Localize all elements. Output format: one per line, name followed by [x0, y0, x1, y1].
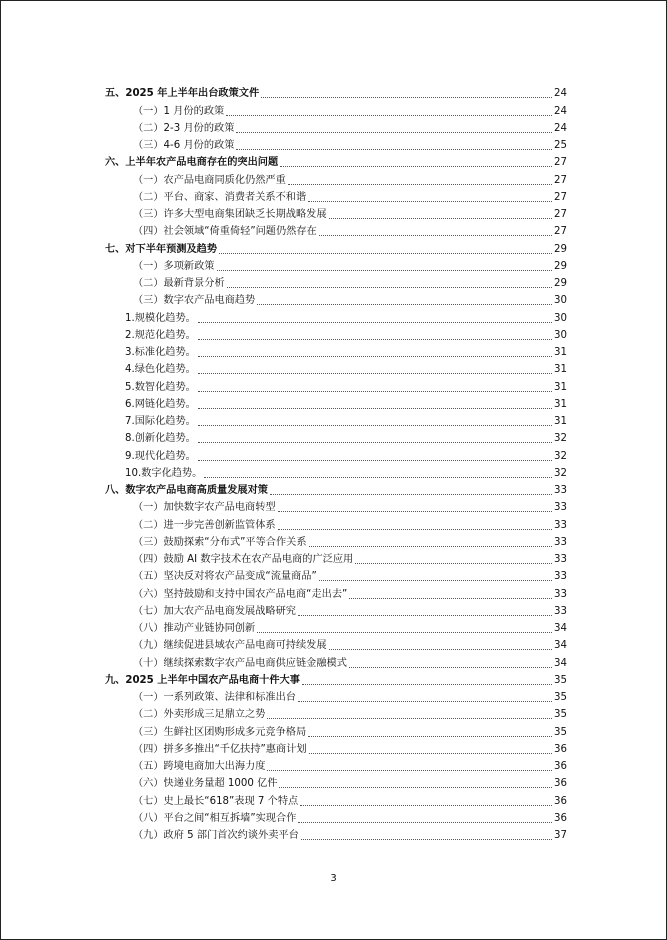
toc-page-number: 31	[554, 398, 567, 410]
toc-entry-title: 5.数智化趋势。	[125, 381, 196, 393]
toc-section-heading[interactable]	[105, 480, 567, 497]
toc-entry-title: （三）4-6 月份的政策	[133, 140, 235, 151]
toc-subsection-entry[interactable]	[105, 135, 567, 152]
dot-leader	[298, 615, 552, 616]
toc-subsection-entry[interactable]	[105, 549, 567, 566]
toc-page-number: 25	[554, 140, 567, 151]
toc-subsection-entry[interactable]	[105, 825, 567, 842]
toc-page-number: 37	[554, 830, 567, 841]
toc-page-number: 35	[554, 726, 567, 738]
toc-page-number: 30	[554, 295, 567, 307]
dot-leader	[198, 425, 552, 426]
toc-item-entry[interactable]	[105, 445, 567, 462]
dot-leader	[204, 477, 552, 478]
toc-item-entry[interactable]	[105, 325, 567, 342]
dot-leader	[198, 460, 552, 461]
toc-entry-title: 2.规范化趋势。	[125, 329, 196, 341]
toc-subsection-entry[interactable]	[105, 618, 567, 635]
toc-entry-title: （三）鼓励探索“分布式”平等合作关系	[133, 536, 307, 548]
toc-entry-title: （五）跨境电商加大出海力度	[133, 761, 266, 772]
dot-leader	[288, 184, 552, 185]
dot-leader	[236, 132, 552, 133]
toc-item-entry[interactable]	[105, 307, 567, 324]
toc-subsection-entry[interactable]	[105, 187, 567, 204]
toc-entry-title: （四）拼多多推出“千亿扶持”惠商计划	[133, 743, 307, 755]
dot-leader	[198, 356, 552, 357]
toc-page-number: 32	[554, 467, 567, 479]
toc-page-number: 27	[554, 209, 567, 220]
toc-subsection-entry[interactable]	[105, 704, 567, 721]
toc-section-heading[interactable]	[105, 152, 567, 169]
toc-section-heading[interactable]	[105, 83, 567, 100]
toc-subsection-entry[interactable]	[105, 118, 567, 135]
toc-page-number: 24	[554, 88, 567, 100]
toc-subsection-entry[interactable]	[105, 100, 567, 117]
dot-leader	[308, 201, 552, 202]
toc-page-number: 33	[554, 571, 567, 583]
toc-entry-title: 7.国际化趋势。	[125, 416, 196, 427]
toc-entry-title: 六、上半年农产品电商存在的突出问题	[105, 157, 279, 169]
toc-item-entry[interactable]	[105, 428, 567, 445]
toc-entry-title: （三）数字农产品电商趋势	[133, 295, 256, 307]
dot-leader	[257, 304, 552, 305]
toc-subsection-entry[interactable]	[105, 635, 567, 652]
toc-page-number: 27	[554, 157, 567, 169]
toc-page-number: 33	[554, 554, 567, 565]
toc-entry-title: （一）农产品电商同质化仍然严重	[133, 174, 286, 186]
toc-subsection-entry[interactable]	[105, 497, 567, 514]
toc-page-number: 24	[554, 122, 567, 134]
toc-entry-title: 4.绿色化趋势。	[125, 364, 196, 376]
toc-entry-title: （一）1 月份的政策	[133, 105, 225, 117]
dot-leader	[319, 235, 552, 236]
toc-entry-title: （二）平台、商家、消费者关系不和谐	[133, 191, 307, 203]
toc-page-number: 27	[554, 191, 567, 203]
toc-subsection-entry[interactable]	[105, 773, 567, 790]
toc-entry-title: （一）多项新政策	[133, 260, 215, 272]
toc-entry-title: 八、数字农产品电商高质量发展对策	[105, 485, 268, 496]
toc-subsection-entry[interactable]	[105, 808, 567, 825]
dot-leader	[261, 97, 552, 98]
toc-item-entry[interactable]	[105, 342, 567, 359]
dot-leader	[198, 373, 552, 374]
toc-section-heading[interactable]	[105, 238, 567, 255]
toc-item-entry[interactable]	[105, 463, 567, 480]
toc-page-number: 30	[554, 329, 567, 341]
toc-page-number: 29	[554, 260, 567, 272]
dot-leader	[227, 287, 552, 288]
toc-page-number: 36	[554, 795, 567, 807]
toc-page-number: 33	[554, 536, 567, 548]
toc-subsection-entry[interactable]	[105, 790, 567, 807]
toc-entry-title: （七）加大农产品电商发展战略研究	[133, 605, 296, 617]
toc-subsection-entry[interactable]	[105, 169, 567, 186]
toc-subsection-entry[interactable]	[105, 204, 567, 221]
toc-page-number: 33	[554, 605, 567, 617]
toc-entry-title: 6.网链化趋势。	[125, 398, 196, 410]
toc-subsection-entry[interactable]	[105, 583, 567, 600]
toc-entry-title: 1.规模化趋势。	[125, 312, 196, 324]
toc-page-number: 36	[554, 743, 567, 755]
toc-page-number: 36	[554, 812, 567, 824]
toc-page-number: 34	[554, 657, 567, 669]
toc-page-number: 36	[554, 761, 567, 772]
dot-leader	[198, 442, 552, 443]
toc-subsection-entry[interactable]	[105, 739, 567, 756]
toc-entry-title: （二）外卖形成三足鼎立之势	[133, 709, 266, 721]
toc-page-number: 27	[554, 226, 567, 238]
toc-subsection-entry[interactable]	[105, 532, 567, 549]
toc-entry-title: （七）史上最长“618”表现 7 个特点	[133, 795, 299, 807]
dot-leader	[198, 322, 552, 323]
dot-leader	[270, 494, 552, 495]
dot-leader	[279, 787, 552, 788]
toc-item-entry[interactable]	[105, 394, 567, 411]
toc-entry-title: 9.现代化趋势。	[125, 450, 196, 462]
toc-entry-title: （二）2-3 月份的政策	[133, 122, 235, 134]
dot-leader	[349, 667, 552, 668]
toc-page-number: 27	[554, 174, 567, 186]
toc-entry-title: 10.数字化趋势。	[125, 467, 203, 479]
toc-entry-title: （六）坚持鼓励和支持中国农产品电商“走出去”	[133, 588, 348, 600]
toc-page-number: 36	[554, 778, 567, 790]
dot-leader	[198, 408, 552, 409]
toc-entry-title: （八）平台之间“相互拆墙”实现合作	[133, 812, 297, 824]
dot-leader	[308, 736, 552, 737]
dot-leader	[267, 718, 552, 719]
dot-leader	[355, 563, 552, 564]
toc-page-number: 33	[554, 502, 567, 514]
toc-entry-title: （十）继续探索数字农产品电商供应链金融模式	[133, 657, 347, 669]
toc-subsection-entry[interactable]	[105, 601, 567, 618]
dot-leader	[267, 770, 552, 771]
dot-leader	[219, 253, 552, 254]
toc-section-heading[interactable]	[105, 670, 567, 687]
page-number: 3	[330, 873, 337, 884]
toc-entry-title: 五、2025 年上半年出台政策文件	[105, 88, 260, 100]
toc-subsection-entry[interactable]	[105, 514, 567, 531]
dot-leader	[198, 391, 552, 392]
toc-item-entry[interactable]	[105, 411, 567, 428]
toc-subsection-entry[interactable]	[105, 566, 567, 583]
dot-leader	[319, 580, 552, 581]
dot-leader	[278, 529, 552, 530]
toc-subsection-entry[interactable]	[105, 652, 567, 669]
toc-subsection-entry[interactable]	[105, 221, 567, 238]
toc-entry-title: （六）快递业务量超 1000 亿件	[133, 778, 278, 790]
toc-page-number: 29	[554, 278, 567, 289]
toc-entry-title: （九）继续促进县域农产品电商可持续发展	[133, 640, 327, 652]
toc-page-number: 35	[554, 692, 567, 703]
toc-subsection-entry[interactable]	[105, 256, 567, 273]
toc-entry-title: （二）进一步完善创新监管体系	[133, 519, 276, 531]
dot-leader	[280, 166, 552, 167]
toc-page-number: 31	[554, 347, 567, 358]
toc-page-number: 32	[554, 433, 567, 445]
toc-entry-title: （八）推动产业链协同创新	[133, 623, 256, 634]
toc-page-number: 33	[554, 519, 567, 531]
dot-leader	[309, 753, 552, 754]
dot-leader	[329, 218, 552, 219]
toc-entry-title: （五）坚决反对将农产品变成“流量商品”	[133, 571, 317, 583]
toc-entry-title: （一）一系列政策、法律和标准出台	[133, 692, 296, 703]
toc-entry-title: （一）加快数字农产品电商转型	[133, 502, 276, 514]
table-of-contents	[105, 83, 567, 842]
toc-item-entry[interactable]	[105, 359, 567, 376]
toc-entry-title: （三）许多大型电商集团缺乏长期战略发展	[133, 209, 327, 220]
toc-page-number: 31	[554, 416, 567, 427]
dot-leader	[309, 546, 552, 547]
dot-leader	[257, 632, 552, 633]
dot-leader	[349, 598, 552, 599]
toc-subsection-entry[interactable]	[105, 290, 567, 307]
toc-page-number: 35	[554, 674, 567, 686]
toc-page-number: 30	[554, 312, 567, 324]
toc-subsection-entry[interactable]	[105, 687, 567, 704]
dot-leader	[226, 115, 552, 116]
toc-page-number: 34	[554, 640, 567, 652]
dot-leader	[302, 684, 552, 685]
dot-leader	[298, 701, 552, 702]
toc-item-entry[interactable]	[105, 376, 567, 393]
toc-page-number: 35	[554, 709, 567, 721]
dot-leader	[217, 270, 553, 271]
toc-page-number: 32	[554, 450, 567, 462]
toc-subsection-entry[interactable]	[105, 273, 567, 290]
dot-leader	[301, 839, 552, 840]
toc-page-number: 31	[554, 381, 567, 393]
dot-leader	[236, 149, 552, 150]
toc-entry-title: （四）社会领域“倚重倚轻”问题仍然存在	[133, 226, 317, 238]
toc-entry-title: 3.标准化趋势。	[125, 347, 196, 358]
toc-page-number: 24	[554, 105, 567, 117]
toc-entry-title: （九）政府 5 部门首次约谈外卖平台	[133, 830, 299, 841]
toc-page-number: 29	[554, 243, 567, 255]
toc-page-number: 33	[554, 485, 567, 496]
toc-page-number: 31	[554, 364, 567, 376]
toc-subsection-entry[interactable]	[105, 756, 567, 773]
dot-leader	[278, 511, 552, 512]
toc-entry-title: （四）鼓励 AI 数字技术在农产品电商的广泛应用	[133, 554, 354, 565]
toc-entry-title: 七、对下半年预测及趋势	[105, 243, 218, 255]
toc-entry-title: （二）最新背景分析	[133, 278, 225, 289]
toc-page-number: 33	[554, 588, 567, 600]
dot-leader	[198, 339, 552, 340]
dot-leader	[300, 805, 552, 806]
toc-subsection-entry[interactable]	[105, 721, 567, 738]
toc-entry-title: 九、2025 上半年中国农产品电商十件大事	[105, 674, 300, 686]
dot-leader	[329, 649, 552, 650]
toc-entry-title: （三）生鲜社区团购形成多元竞争格局	[133, 726, 307, 738]
dot-leader	[298, 822, 552, 823]
toc-page-number: 34	[554, 623, 567, 634]
toc-entry-title: 8.创新化趋势。	[125, 433, 196, 445]
